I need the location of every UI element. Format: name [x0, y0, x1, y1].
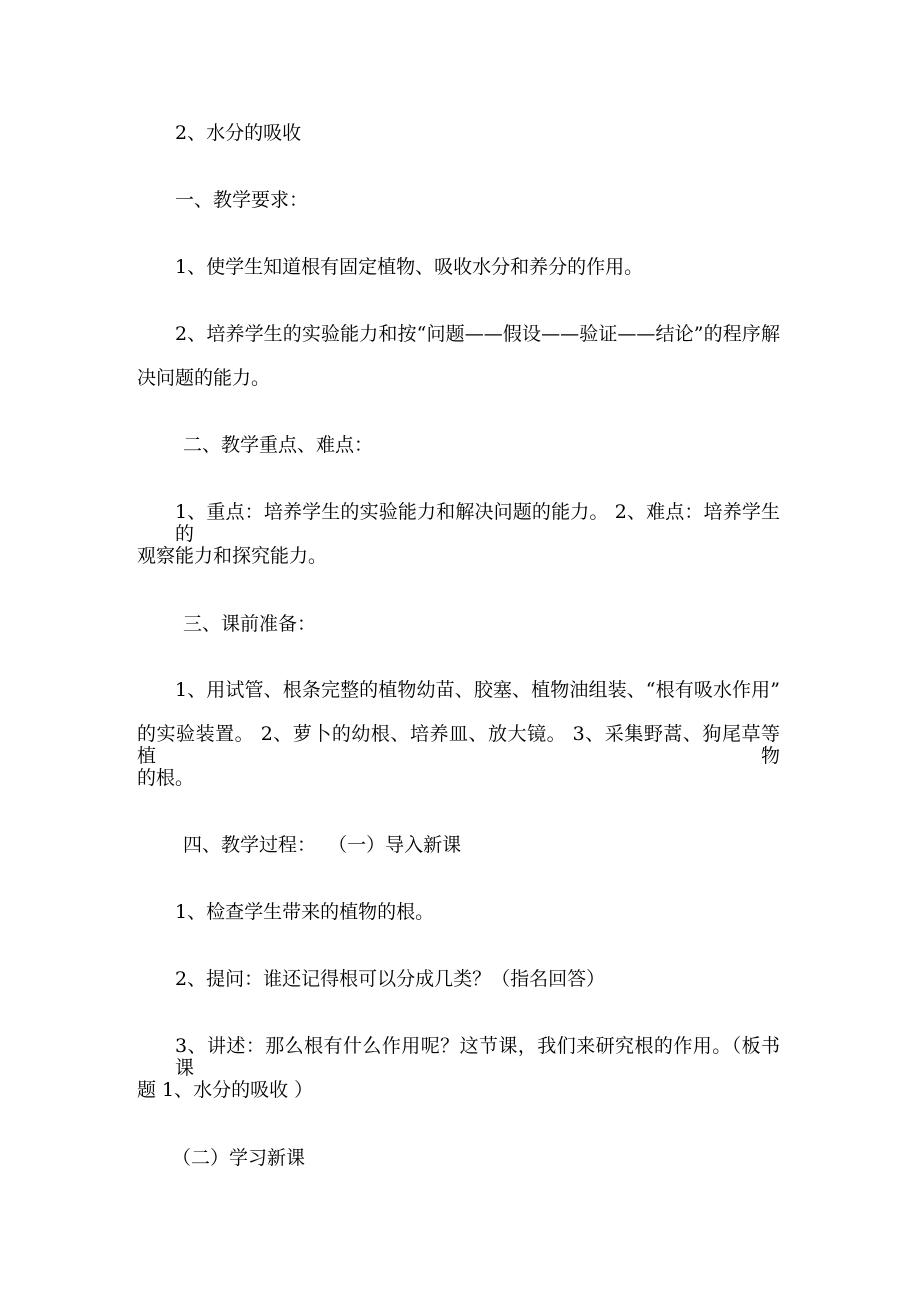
paragraph-key-points-line2: 观察能力和探究能力。 [137, 545, 328, 567]
paragraph-preparation-line2: 的实验装置。 2、萝卜的幼根、培养皿、放大镜。 3、采集野蒿、狗尾草等植物 [137, 723, 780, 767]
paragraph-requirement-2-line1: 2、培养学生的实验能力和按“问题——假设——验证——结论”的程序解 [175, 323, 780, 345]
paragraph-process-3-line1: 3、讲述：那么根有什么作用呢？这节课，我们来研究根的作用。（板书课 [175, 1035, 780, 1079]
section-heading-key-points: 二、教学重点、难点： [183, 434, 374, 456]
paragraph-key-points-line1: 1、重点：培养学生的实验能力和解决问题的能力。 2、难点：培养学生的 [175, 501, 780, 545]
paragraph-requirement-2-line2: 决问题的能力。 [137, 367, 271, 389]
paragraph-process-1: 1、检查学生带来的植物的根。 [175, 901, 435, 923]
paragraph-preparation-line3: 的根。 [137, 767, 195, 789]
subheading-new-lesson: （二）学习新课 [172, 1147, 306, 1169]
paragraph-process-2: 2、提问：谁还记得根可以分成几类？（指名回答） [175, 968, 606, 990]
section-heading-process: 四、教学过程： （一）导入新课 [183, 834, 462, 856]
paragraph-process-3-line2: 题 1、水分的吸收 ） [137, 1079, 314, 1101]
document-title: 2、水分的吸收 [175, 122, 302, 144]
section-heading-preparation: 三、课前准备： [183, 613, 317, 635]
paragraph-preparation-line1: 1、用试管、根条完整的植物幼苗、胶塞、植物油组装、“根有吸水作用” [175, 679, 780, 701]
section-heading-requirements: 一、教学要求： [175, 189, 309, 211]
paragraph-requirement-1: 1、使学生知道根有固定植物、吸收水分和养分的作用。 [175, 256, 644, 278]
